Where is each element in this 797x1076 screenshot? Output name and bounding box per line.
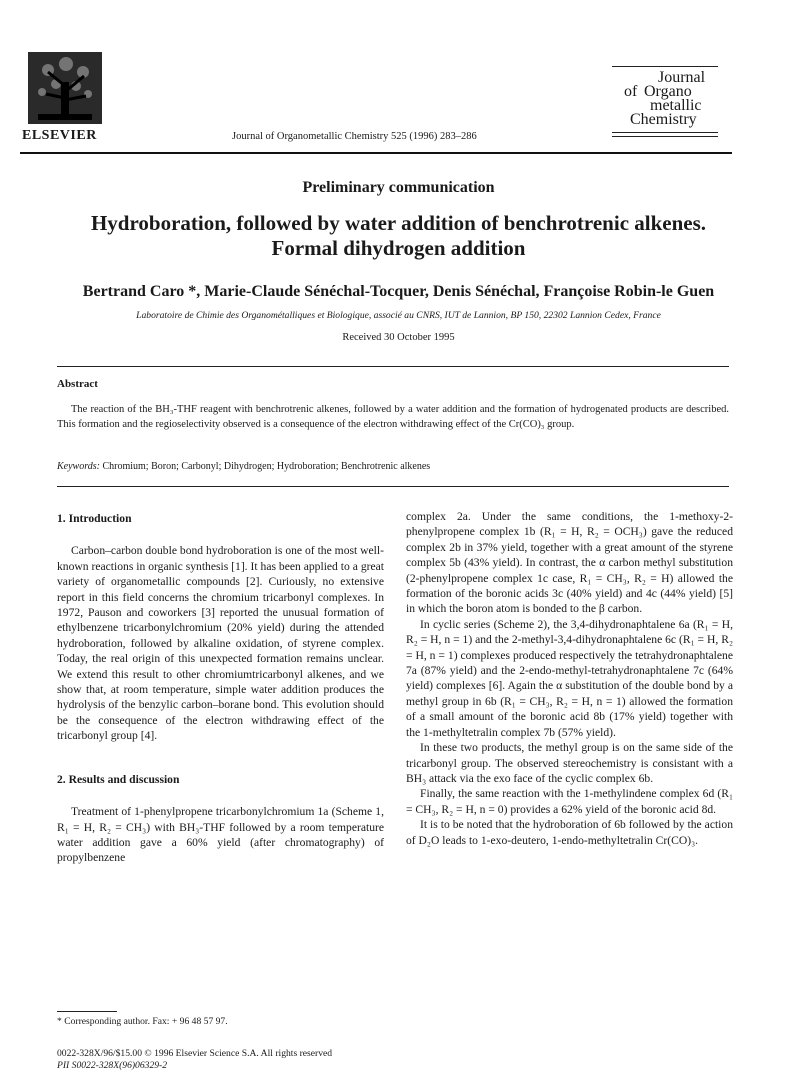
abstract-rule-top (57, 366, 729, 367)
journal-citation: Journal of Organometallic Chemistry 525 (1996) 283–286 (232, 131, 477, 142)
pii-line: PII S0022-328X(96)06329-2 (57, 1060, 168, 1071)
abstract-rule-bottom (57, 486, 729, 487)
keywords-text: Chromium; Boron; Carbonyl; Dihydrogen; Hydroboration; Benchrotrenic alkenes (102, 461, 431, 472)
results-heading: 2. Results and discussion (57, 772, 180, 786)
keywords-label: Keywords: (57, 461, 100, 472)
results-paragraph: Treatment of 1-phenylpropene tricarbonylchromium 1a (Scheme 1, R₁ = H, R₂ = CH₃) with BH₃-THF followed by a room temperature water addition gave a 60% yield (after chromatography) of propylbenzene (57, 805, 384, 865)
logo-word-metallic: metallic (650, 97, 702, 114)
header-rule (20, 152, 732, 154)
logo-rule-top (612, 66, 718, 67)
logo-word-journal: Journal (658, 69, 706, 86)
article-type: Preliminary communication (302, 179, 495, 196)
footnote-rule (57, 1011, 117, 1012)
copyright-line: 0022-328X/96/$15.00 © 1996 Elsevier Science S.A. All rights reserved (57, 1048, 333, 1059)
right-paragraph-1: complex 2a. Under the same conditions, the 1-methoxy-2-phenylpropene complex 1b (R₁ = H, R₂ = OCH₃) gave the reduced complex 2b in 37% yield, together with a great amount of the styrene complex 5b (43% yield). In contrast, the α carbon methyl substitution (2-phenylpropene complex 1c case, R₁ = CH₃, R₂ = H) allowed the formation of the boronic acids 3c (40% yield) and 4c (44% yield) [5] in which the boron atom is bonded to the β carbon. (406, 510, 733, 616)
intro-paragraph: Carbon–carbon double bond hydroboration is one of the most well-known reactions in organic synthesis [1]. It has been applied to a great variety of organometallic compounds [2]. Curiously, no extensive report in this field concerns the chromium tricarbonyl complexes. In 1972, Pauson and coworkers [3] reported the unusual formation of ethylbenzene tricarbonylchromium (20% yield) during the attended hydroboration, followed by alkaline oxidation, of styrene complex. Today, the real origin of this unexpected formation remains unclear. We extend this result to other chromiumtricarbonyl alkenes, and we show that, at room temperature, simple water addition produces the hydrolysis of the benzylic carbon–borane bond. This evolution should be the consequence of the electron withdrawing effect of the tricarbonyl group [4]. (57, 544, 384, 743)
received-date: Received 30 October 1995 (342, 332, 455, 343)
right-paragraph-4: Finally, the same reaction with the 1-methylindene complex 6d (R₁ = CH₃, R₂ = H, n = 0) provides a 62% yield of the boronic acid 8d. (406, 787, 733, 816)
right-paragraph-5: It is to be noted that the hydroboration of 6b followed by the action of D₂O leads to 1-exo-deutero, 1-endo-methyltetralin Cr(CO)₃. (406, 818, 733, 847)
logo-word-chemistry: Chemistry (630, 111, 697, 128)
authors: Bertrand Caro *, Marie-Claude Sénéchal-Tocquer, Denis Sénéchal, Françoise Robin-le Guen (82, 283, 715, 300)
title-line-2: Formal dihydrogen addition (271, 236, 526, 260)
logo-word-organo: Organo (644, 83, 692, 100)
right-paragraph-3: In these two products, the methyl group is on the same side of the tricarbonyl group. The observed stereochemistry is consistant with a BH₃ attack via the exo face of the cyclic complex 6b. (406, 741, 733, 785)
publisher-name: ELSEVIER (22, 128, 97, 143)
left-column (57, 511, 384, 866)
logo-rule-bottom-1 (612, 132, 718, 133)
keywords (57, 461, 729, 472)
footnote: * Corresponding author. Fax: + 96 48 57 97. (57, 1016, 228, 1027)
title-line-1: Hydroboration, followed by water addition of benchrotrenic alkenes. (90, 211, 707, 235)
intro-heading: 1. Introduction (57, 512, 132, 525)
affiliation: Laboratoire de Chimie des Organométalliques et Biologique, associé au CNRS, IUT de Lannion, BP 150, 22302 Lannion Cedex, France (136, 310, 661, 321)
logo-word-of: of (624, 83, 638, 100)
abstract-text: The reaction of the BH₃-THF reagent with benchrotrenic alkenes, followed by a water addition and the formation of hydrogenated products are described. This formation and the regioselectivity observed is a consequence of the electron withdrawing effect of the Cr(CO)₃ group. (57, 404, 729, 430)
journal-logo (608, 66, 718, 144)
abstract-heading: Abstract (57, 378, 98, 390)
logo-rule-bottom-2 (612, 136, 718, 137)
right-column (406, 509, 733, 848)
right-paragraph-2: In cyclic series (Scheme 2), the 3,4-dihydronaphtalene 6a (R₁ = H, R₂ = H, n = 1) and the 2-methyl-3,4-dihydronaphtalene 6c (R₁ = H, R₂ = H, n = 1) complexes produced respectively the tetrahydronaphtalene 7a (87% yield) and the 2-endo-methyl-tetrahydronaphtalene 7c (64% yield) complexes [6]. Again the α substitution of the double bond by a methyl group in 6b (R₁ = CH₃, R₂ = H, n = 1) allowed the formation of a small amount of the boronic acid 8b (17% yield) together with the 1-methyltetralin complex 7b (57% yield). (406, 617, 733, 739)
article-title (20, 211, 777, 261)
elsevier-tree-logo (28, 52, 102, 124)
